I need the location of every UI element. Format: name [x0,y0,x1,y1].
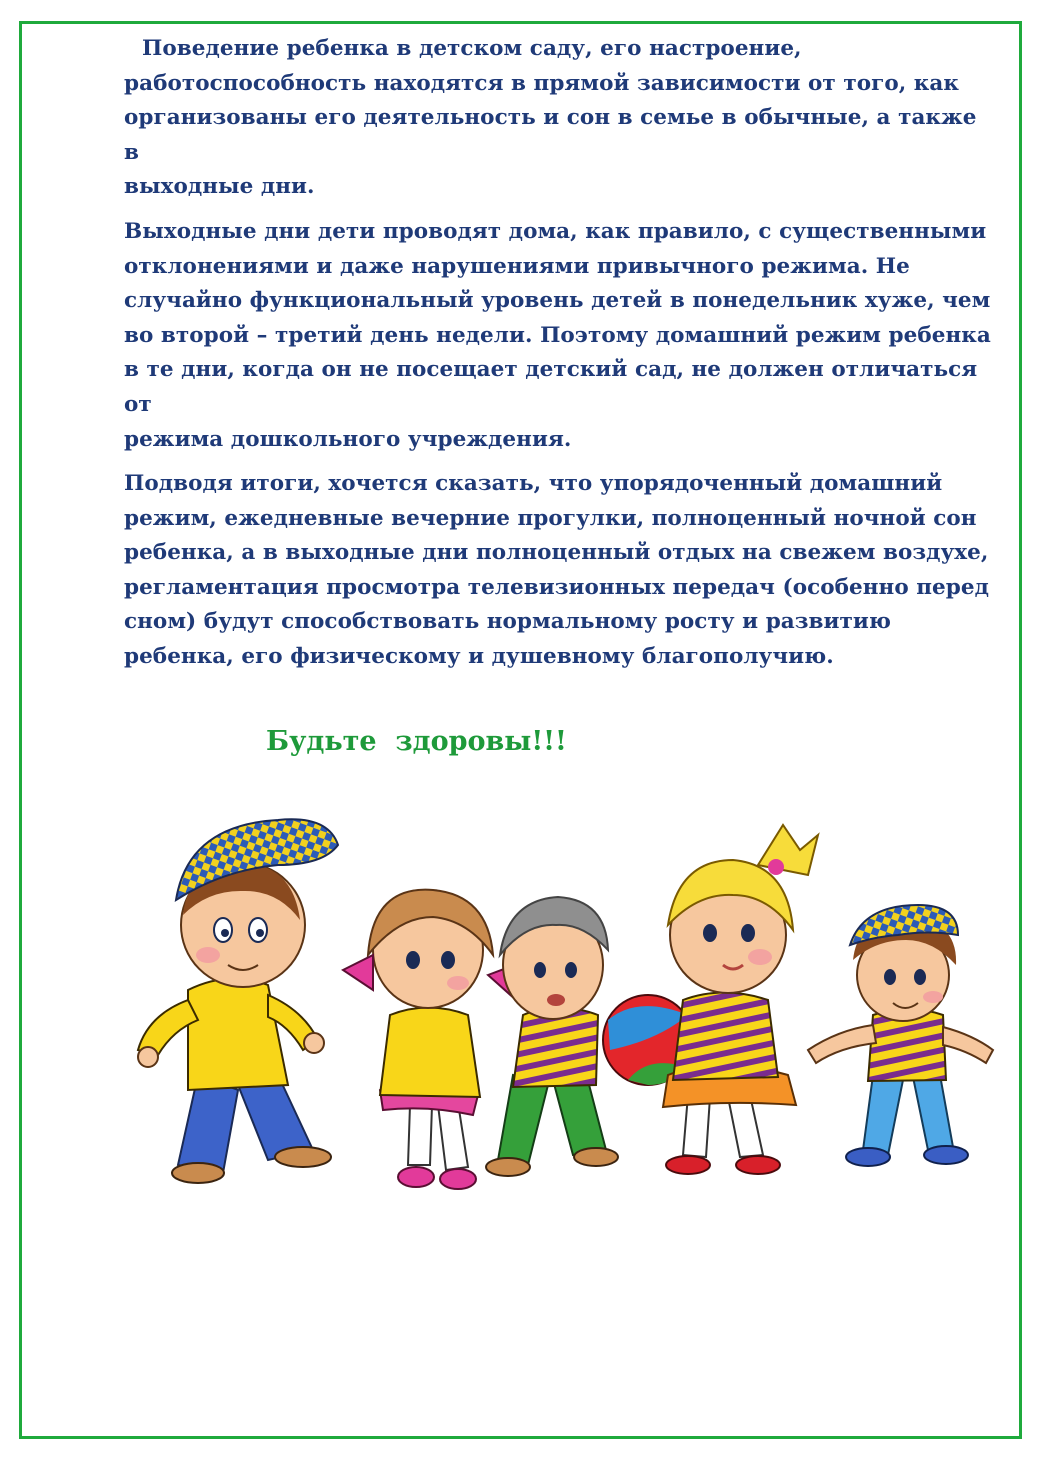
paragraph-intro: Поведение ребенка в детском саду, его настроение, работоспособность находятся в прямой зависимости от того, как организованы его деятельность и сон в семье в обычные, а также в выходные дни. [124,36,977,200]
children-illustration [128,805,1008,1215]
child-girl-blond [663,825,818,1174]
paragraph-weekends: Выходные дни дети проводят дома, как правило, с существенными отклонениями и даже нарушениями привычного режима. Не случайно функциональный уровень детей в понедельник хуже, чем во второй – третий день недели. Поэтому домашний режим ребенка в те дни, когда он не посещает детский сад, не должен отличаться от режима дошкольного учреждения. [124,219,991,452]
child-girl-bows [343,890,520,1189]
paragraph-conclusion: Подводя итоги, хочется сказать, что упорядоченный домашний режим, ежедневные вечерние прогулки, полноценный ночной сон ребенка, а в выходные дни полноценный отдых на свежем воздухе, регламентация просмотра телевизионных передач (особенно перед сном) будут способствовать нормальному росту и развитию ребенка, его физическому и душевному благополучию. [124,471,989,669]
child-boy-right [808,905,993,1166]
closing-wish: Будьте здоровы!!! [266,726,567,757]
child-boy-middle [486,897,618,1176]
child-boy-left [138,819,338,1183]
